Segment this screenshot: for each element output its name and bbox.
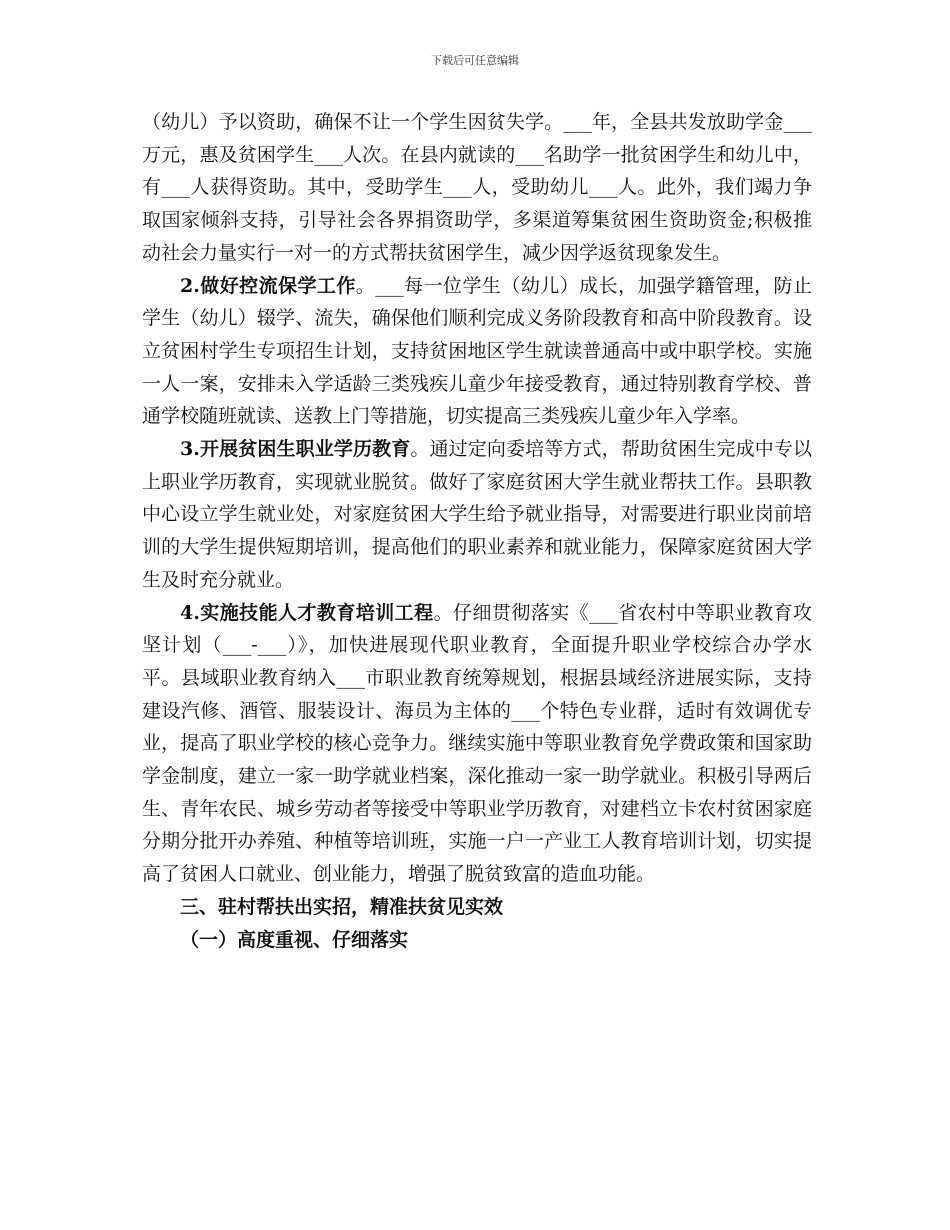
document-body [142,106,812,956]
paragraph-4-text: 。仔细贯彻落实《___省农村中等职业教育攻坚计划（___-___）》，加快进展现代职业教育，全面提升职业学校综合办学水平。县域职业教育纳入___市职业教育统筹规划，根据县域经济进展实际，支持建设汽修、酒管、服装设计、海员为主体的___个特色专业群，适时有效调优专业，提高了职业学校的核心竞争力。继续实施中等职业教育免学费政策和国家助学金制度，建立一家一助学就业档案，深化推动一家一助学就业。积极引导两后生、青年农民、城乡劳动者等接受中等职业学历教育，对建档立卡农村贫困家庭分期分批开办养殖、种植等培训班，实施一户一产业工人教育培训计划，切实提高了贫困人口就业、创业能力，增强了脱贫致富的造血功能。 [142,601,812,886]
page-header: 下载后可任意编辑 [431,54,519,67]
paragraph-3-text: 。通过定向委培等方式，帮助贫困生完成中专以上职业学历教育，实现就业脱贫。做好了家庭贫困大学生就业帮扶工作。县职教中心设立学生就业处，对家庭贫困大学生给予就业指导，对需要进行职业岗前培训的大学生提供短期培训，提高他们的职业素养和就业能力，保障家庭贫困大学生及时充分就业。 [142,438,812,591]
paragraph-2-text: 。___每一位学生（幼儿）成长，加强学籍管理，防止学生（幼儿）辍学、流失，确保他们顺利完成义务阶段教育和高中阶段教育。设立贫困村学生专项招生计划，支持贫困地区学生就读普通高中或中职学校。实施一人一案，安排未入学适龄三类残疾儿童少年接受教育，通过特别教育学校、普通学校随班就读、送教上门等措施，切实提高三类残疾儿童少年入学率。 [142,274,812,428]
paragraph-1-text: （幼儿）予以资助，确保不让一个学生因贫失学。___年，全县共发放助学金___万元，惠及贫困学生___人次。在县内就读的___名助学一批贫困学生和幼儿中，有___人获得资助。其中，受助学生___人，受助幼儿___人。此外，我们竭力争取国家倾斜支持，引导社会各界捐资助学，多渠道筹集贫困生资助资金;积极推动社会力量实行一对一的方式帮扶贫困学生，减少因学返贫现象发生。 [142,111,812,264]
paragraph-2-lead: 2.做好控流保学工作 [180,274,356,297]
paragraph-1 [142,106,812,270]
paragraph-4-lead: 4.实施技能人才教育培训工程 [180,601,434,624]
paragraph-4 [142,597,812,891]
section-heading: 三、驻村帮扶出实招，精准扶贫见实效 [180,895,504,918]
paragraph-3-lead: 3.开展贫困生职业学历教育 [180,438,411,461]
subsection-heading: （一）高度重视、仔细落实 [180,928,409,951]
paragraph-2 [142,270,812,434]
paragraph-3 [142,433,812,597]
